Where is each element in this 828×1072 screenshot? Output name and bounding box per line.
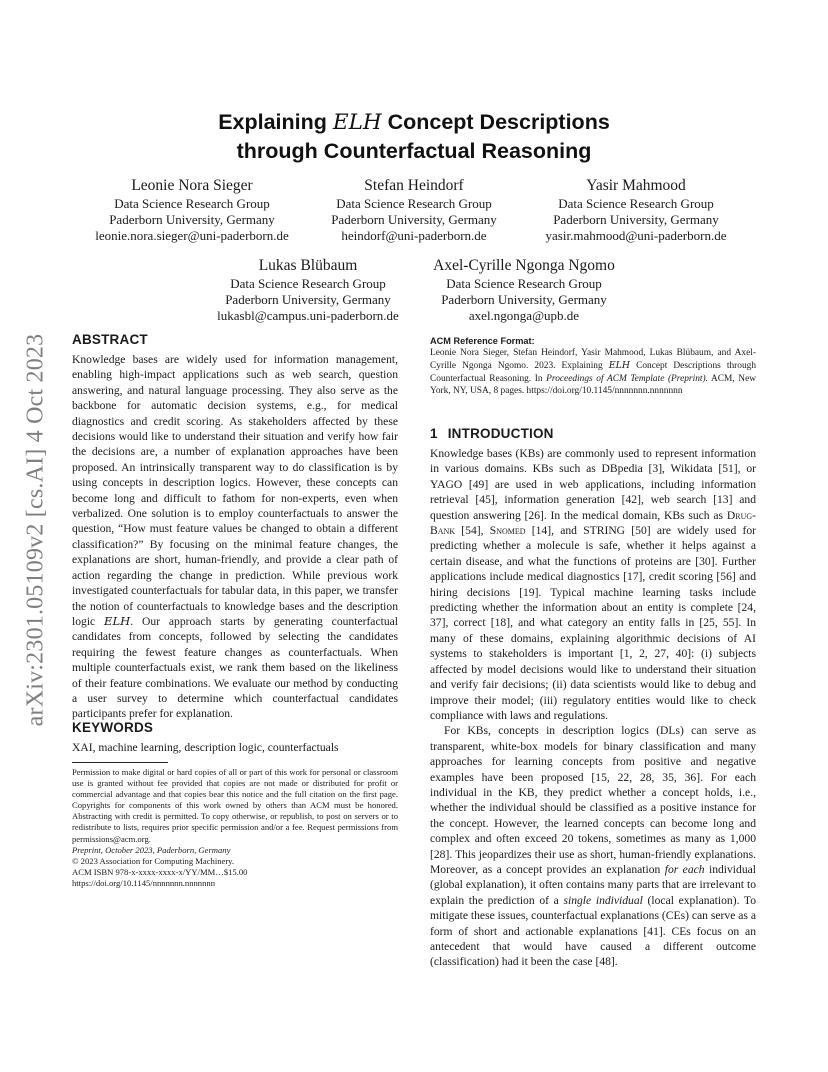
author-affiliation: Paderborn University, Germany xyxy=(225,292,391,307)
author-block xyxy=(404,256,644,324)
title-line-2: through Counterfactual Reasoning xyxy=(236,139,592,163)
author-name: Leonie Nora Sieger xyxy=(131,177,253,194)
keywords-section xyxy=(72,720,398,755)
author-email[interactable]: yasir.mahmood@uni-paderborn.de xyxy=(545,228,727,243)
acm-reference-section xyxy=(430,335,756,398)
permission-text: Permission to make digital or hard copies of all or part of this work for personal or classroom use is granted without fee provided that copies are not made or distributed for profit or commercial advantage and that copies bear this notice and the full citation on the first page. Copyrights for components of this work owned by others than ACM must be honored. Abstracting with credit is permitted. To copy otherwise, or republish, to post on servers or to redistribute to lists, requires prior specific permission and/or a fee. Request permissions from permissions@acm.org. xyxy=(72,767,398,844)
proceedings-title: Proceedings of ACM Template (Preprint). xyxy=(546,373,708,384)
preprint-line: Preprint, October 2023, Paderborn, Germany xyxy=(72,844,231,855)
author-affiliation: Paderborn University, Germany xyxy=(441,292,607,307)
author-name: Yasir Mahmood xyxy=(586,177,686,194)
elh-math: ELH xyxy=(332,110,382,135)
intro-paragraph-1: Knowledge bases (KBs) are commonly used to represent information in various domains. KBs such as DBpedia [3], Wikidata [51], or YAGO [49] are used in web applications, including information retrieval [45], information generation [42], web search [13] and question answering [26]. In the medical domain, KBs such as Drug-Bank [54], Snomed [14], and STRING [50] are widely used for predicting whether a molecule is safe, whether it helps against a certain disease, and what the functions of proteins are [30]. Further applications include medical diagnostics [17], credit scoring [56] and hiring decisions [19]. Typical machine learning tasks include predicting whether the information about an entity is complete [24, 37], correct [18], and what category an entity falls in [25, 55]. In many of these domains, explaining algorithmic decisions of AI systems to stakeholders is important [1, 2, 27, 40]: (i) subjects affected by model decisions would like to understand their situation and verify fair decisions; (ii) data scientists would like to debug and improve their model; (iii) regulatory entities would like to check compliance with laws and regulations. xyxy=(430,447,756,722)
abstract-section xyxy=(72,332,398,722)
author-affiliation: Paderborn University, Germany xyxy=(331,212,497,227)
author-name: Axel-Cyrille Ngonga Ngomo xyxy=(433,257,615,274)
author-affiliation: Paderborn University, Germany xyxy=(553,212,719,227)
author-block xyxy=(188,256,428,324)
introduction-section xyxy=(430,426,756,970)
author-name: Stefan Heindorf xyxy=(364,177,464,194)
author-affiliation: Paderborn University, Germany xyxy=(109,212,275,227)
title-line-1: Explaining ELH Concept Descriptions xyxy=(218,110,610,135)
copyright-line: © 2023 Association for Computing Machinery. xyxy=(72,855,235,866)
author-group: Data Science Research Group xyxy=(558,196,714,211)
introduction-heading: 1 INTRODUCTION xyxy=(430,426,554,441)
paper-title xyxy=(100,108,728,165)
arxiv-stamp xyxy=(18,300,54,760)
reference-details[interactable]: ACM, New York, NY, USA, 8 pages. https://doi.org/10.1145/nnnnnnn.nnnnnnn xyxy=(430,373,756,397)
permission-block xyxy=(72,756,398,889)
intro-paragraph-2: For KBs, concepts in description logics (DLs) can serve as transparent, white-box models for binary classification and many approaches for learning concepts from positive and negative examples have been proposed [15, 22, 28, 35, 36]. For each individual in the KB, they predict whether a concept holds, i.e., whether the individual should be classified as a positive instance for the concept. However, the learned concepts can become long and complex and often exceed 20 tokens, sometimes as many as 1,000 [28]. This jeopardizes their use as short, human-friendly explanations. Moreover, as a concept provides an explanation for each individual (global explanation), it often contains many parts that are irrelevant to explain the prediction of a single individual (local explanation). To mitigate these issues, counterfactual explanations (CEs) can serve as a form of short and actionable explanations [41]. CEs focus on an antecedent that would have caused a different outcome (classification) had it been the case [48]. xyxy=(430,724,756,969)
doi-link[interactable]: https://doi.org/10.1145/nnnnnnn.nnnnnnn xyxy=(72,877,215,888)
abstract-text: Knowledge bases are widely used for information management, enabling high-impact applications such as web search, question answering, and natural language processing. They also serve as the backbone for automatic decision systems, e.g., for medical diagnostics and credit scoring. As stakeholders affected by these decisions would like to understand their situation and verify how fair the decisions are, a number of explanation approaches have been proposed. An intrinsically transparent way to do classification is by using concepts in description logics. However, these concepts can become long and difficult to fathom for non-experts, even when verbalized. One solution is to employ counterfactuals to answer the question, “How must feature values be changed to obtain a different classification?” By focusing on the minimal feature changes, the explanations are short, human-friendly, and provide a clear path of action regarding the change in prediction. While previous work investigated counterfactuals for tabular data, in this paper, we transfer the notion of counterfactuals to knowledge bases and the description logic ELH. Our approach starts by generating counterfactual candidates from concepts, followed by selecting the candidates requiring the fewest feature changes as counterfactuals. When multiple counterfactuals exist, we rank them based on the likeliness of their feature combinations. We evaluate our method by conducting a user survey to determine which counterfactual candidates participants prefer for explanation. xyxy=(72,353,398,721)
elh-math: ELH xyxy=(608,359,631,371)
elh-math: ELH xyxy=(104,613,131,628)
author-name: Lukas Blübaum xyxy=(258,257,358,274)
acm-reference-text: Leonie Nora Sieger, Stefan Heindorf, Yasir Mahmood, Lukas Blübaum, and Axel-Cyrille Ngonga Ngomo. 2023. Explaining ELH Concept Descriptions through Counterfactual Reasoning. In Proceedings of ACM Template (Preprint). ACM, New York, NY, USA, 8 pages. https://doi.org/10.1145/nnnnnnn.nnnnnnn xyxy=(430,348,757,397)
author-group: Data Science Research Group xyxy=(114,196,270,211)
author-group: Data Science Research Group xyxy=(230,276,386,291)
acm-reference-heading: ACM Reference Format: xyxy=(430,336,535,346)
arxiv-identifier[interactable]: arXiv:2301.05109v2 [cs.AI] 4 Oct 2023 xyxy=(22,333,49,727)
author-block xyxy=(516,176,756,244)
author-email[interactable]: axel.ngonga@upb.de xyxy=(468,308,580,323)
isbn-line: ACM ISBN 978-x-xxxx-xxxx-x/YY/MM…$15.00 xyxy=(72,866,248,877)
author-block xyxy=(294,176,534,244)
author-group: Data Science Research Group xyxy=(336,196,492,211)
author-email[interactable]: lukasbl@campus.uni-paderborn.de xyxy=(217,308,399,323)
author-email[interactable]: leonie.nora.sieger@uni-paderborn.de xyxy=(95,228,289,243)
footnote-rule xyxy=(72,762,168,763)
author-email[interactable]: heindorf@uni-paderborn.de xyxy=(341,228,487,243)
keywords-heading: KEYWORDS xyxy=(72,720,154,735)
keywords-text: XAI, machine learning, description logic, counterfactuals xyxy=(72,741,339,754)
author-group: Data Science Research Group xyxy=(446,276,602,291)
abstract-heading: ABSTRACT xyxy=(72,332,148,347)
author-block xyxy=(72,176,312,244)
section-number: 1 xyxy=(430,426,438,441)
